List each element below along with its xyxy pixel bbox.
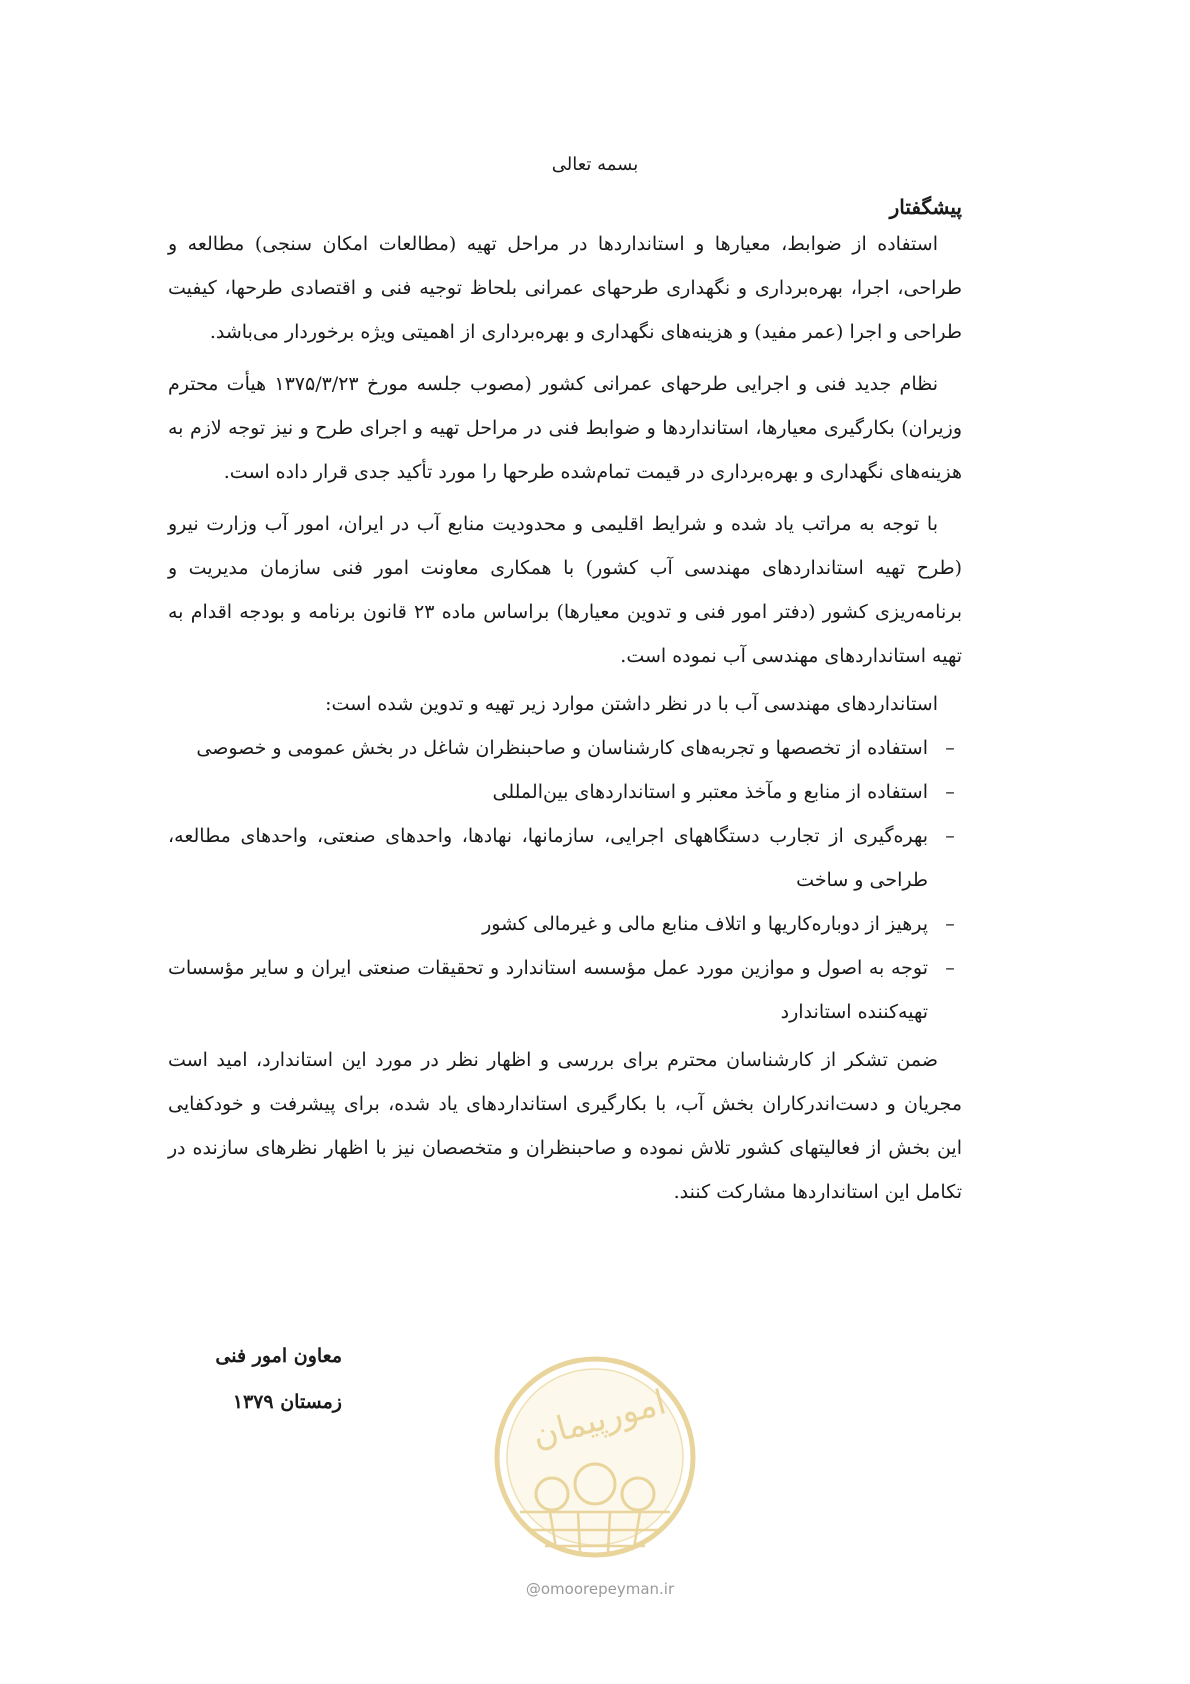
preface-body xyxy=(168,222,962,1214)
paragraph-4: استانداردهای مهندسی آب با در نظر داشتن موارد زیر تهیه و تدوین شده است: xyxy=(325,693,938,715)
criteria-list xyxy=(168,726,962,1034)
bullet-dash: – xyxy=(945,825,955,847)
list-item-text: پرهیز از دوباره‌کاریها و اتلاف منابع مالی و غیرمالی کشور xyxy=(482,913,928,935)
preface-heading: پیشگفتار xyxy=(889,195,962,219)
list-item xyxy=(168,946,962,1034)
paragraph-2: نظام جدید فنی و اجرایی طرحهای عمرانی کشور (مصوب جلسه مورخ ۱۳۷۵/۳/۲۳ هیأت محترم وزیران) بکارگیری معیارها، استانداردها و ضوابط فنی در مراحل تهیه و اجرای طرح و نیز توجه لازم به هزینه‌های نگهداری و بهره‌برداری در قیمت تمام‌شده طرحها را مورد تأکید جدی قرار داده است. xyxy=(168,373,962,483)
at-sign-icon: @ xyxy=(525,1580,541,1598)
bullet-dash: – xyxy=(945,781,955,803)
list-item-text: توجه به اصول و موازین مورد عمل مؤسسه استاندارد و تحقیقات صنعتی ایران و سایر مؤسسات تهیه‌کننده استاندارد xyxy=(168,957,928,1023)
list-item xyxy=(168,902,962,946)
list-item xyxy=(168,770,962,814)
list-item-text: استفاده از تخصصها و تجربه‌های کارشناسان و صاحبنظران شاغل در بخش عمومی و خصوصی xyxy=(196,737,928,759)
signature-office: معاون امور فنی xyxy=(215,1345,342,1367)
invocation-line: بسمه تعالی xyxy=(551,154,639,175)
paragraph-5: ضمن تشکر از کارشناسان محترم برای بررسی و اظهار نظر در مورد این استاندارد، امید است مجریان و دست‌اندرکاران بخش آب، با بکارگیری استانداردهای یاد شده، برای پیشرفت و خودکفایی این بخش از فعالیتهای کشور تلاش نموده و صاحبنظران و متخصصان نیز با اظهار نظرهای سازنده در تکامل این استانداردها مشارکت کنند. xyxy=(168,1049,962,1203)
paragraph-1: استفاده از ضوابط، معیارها و استانداردها در مراحل تهیه (مطالعات امکان سنجی) مطالعه و طراحی، اجرا، بهره‌برداری و نگهداری طرحهای عمرانی بلحاظ توجیه فنی و اقتصادی طرحها، کیفیت طراحی و اجرا (عمر مفید) و هزینه‌های نگهداری و بهره‌برداری از اهمیتی ویژه برخوردار می‌باشد. xyxy=(168,233,962,343)
omoorepeyman-watermark-logo xyxy=(490,1352,700,1562)
watermark-url-text: omoorepeyman.ir xyxy=(540,1580,675,1598)
bullet-dash: – xyxy=(945,913,955,935)
signature-block xyxy=(142,1333,342,1425)
watermark-url xyxy=(505,1580,695,1598)
signature-date: زمستان ۱۳۷۹ xyxy=(232,1391,342,1413)
bullet-dash: – xyxy=(945,737,955,759)
list-item-text: بهره‌گیری از تجارب دستگاههای اجرایی، سازمانها، نهادها، واحدهای صنعتی، واحدهای مطالعه، طراحی و ساخت xyxy=(168,825,928,891)
list-item-text: استفاده از منابع و مآخذ معتبر و استانداردهای بین‌المللی xyxy=(492,781,928,803)
list-item xyxy=(168,814,962,902)
bullet-dash: – xyxy=(945,957,955,979)
paragraph-3: با توجه به مراتب یاد شده و شرایط اقلیمی و محدودیت منابع آب در ایران، امور آب وزارت نیرو (طرح تهیه استانداردهای مهندسی آب کشور) با همکاری معاونت امور فنی سازمان مدیریت و برنامه‌ریزی کشور (دفتر امور فنی و تدوین معیارها) براساس ماده ۲۳ قانون برنامه و بودجه اقدام به تهیه استانداردهای مهندسی آب نموده است. xyxy=(168,513,962,667)
svg-text:امورپیمان: امورپیمان xyxy=(528,1382,671,1457)
list-item xyxy=(168,726,962,770)
